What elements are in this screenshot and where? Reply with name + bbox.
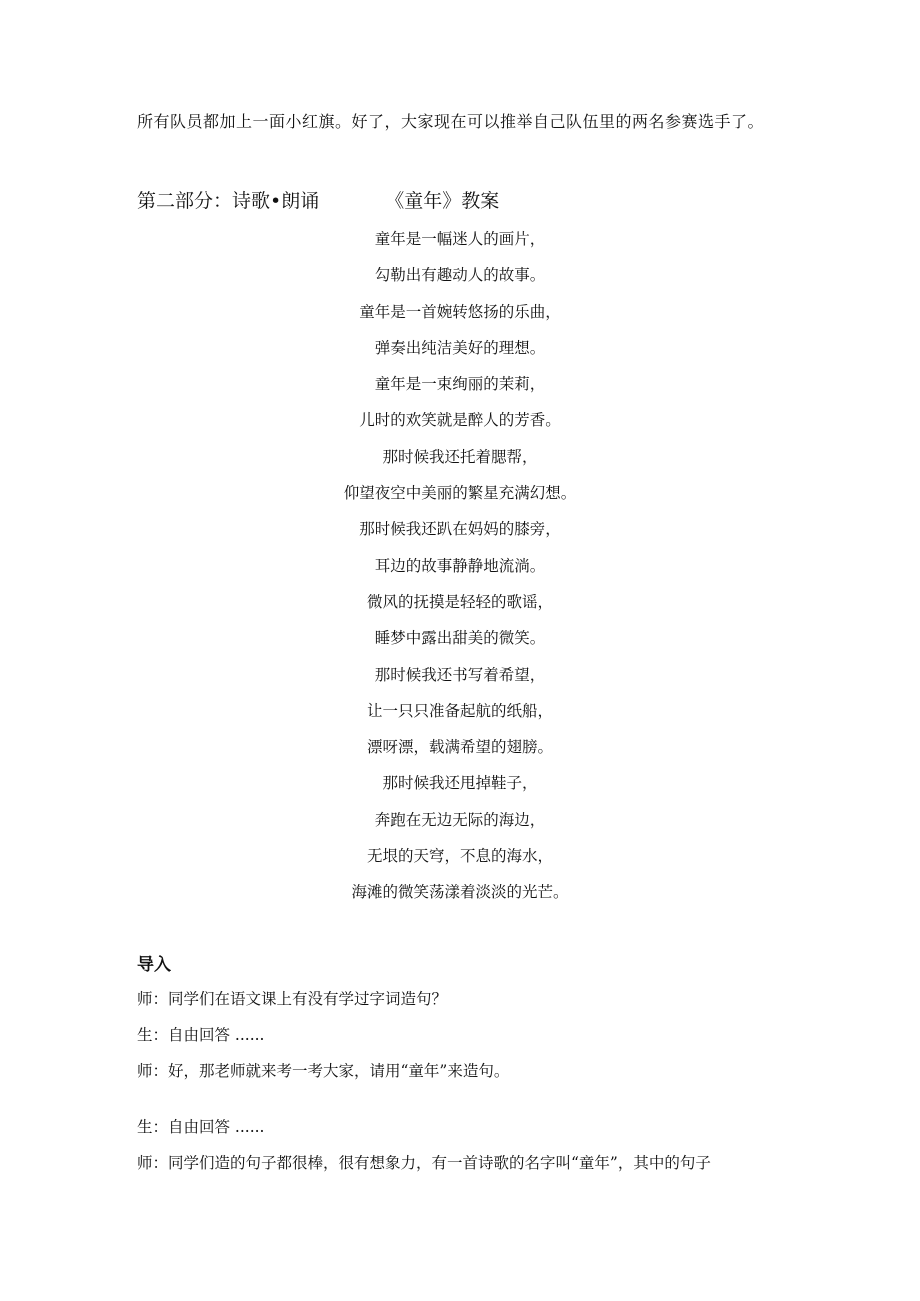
poem-line: 儿时的欢笑就是醉人的芳香。	[359, 411, 561, 430]
poem-line: 无垠的天穹，不息的海水，	[366, 847, 553, 866]
poem-line: 弹奏出纯洁美好的理想。	[374, 338, 546, 357]
section-heading	[137, 186, 499, 213]
dialogue-line: 生：自由回答 ......	[137, 1026, 265, 1044]
dialogue-line: 师：好，那老师就来考一考大家，请用“童年”来造句。	[137, 1062, 510, 1080]
poem-line: 那时候我还甩掉鞋子，	[382, 774, 538, 793]
poem-line: 耳边的故事静静地流淌。	[374, 556, 546, 575]
section-title: 第二部分：诗歌•朗诵	[137, 190, 320, 212]
poem-line: 童年是一首婉转悠扬的乐曲，	[359, 302, 561, 321]
poem	[0, 227, 920, 917]
intro-paragraph: 所有队员都加上一面小红旗。好了，大家现在可以推举自己队伍里的两名参赛选手了。	[137, 112, 765, 131]
poem-line: 漂呀漂，载满希望的翅膀。	[366, 738, 553, 757]
daoru-heading: 导入	[137, 955, 171, 975]
dialogue-line: 师：同学们在语文课上有没有学过字词造句？	[137, 990, 448, 1008]
poem-line: 让一只只准备起航的纸船，	[366, 701, 553, 720]
poem-line: 奔跑在无边无际的海边，	[374, 810, 546, 829]
poem-line: 那时候我还书写着希望，	[374, 665, 546, 684]
dialogue-line: 生：自由回答 ......	[137, 1118, 265, 1136]
poem-line: 微风的抚摸是轻轻的歌谣，	[366, 592, 553, 611]
lesson-title: 《童年》教案	[385, 190, 500, 212]
poem-line: 睡梦中露出甜美的微笑。	[374, 629, 546, 648]
poem-line: 勾勒出有趣动人的故事。	[374, 266, 546, 285]
dialogue-block	[137, 987, 509, 1095]
poem-line: 海滩的微笑荡漾着淡淡的光芒。	[351, 883, 569, 902]
poem-line: 那时候我还趴在妈妈的膝旁，	[359, 520, 561, 539]
poem-line: 童年是一束绚丽的茉莉，	[374, 375, 546, 394]
poem-line: 仰望夜空中美丽的繁星充满幻想。	[343, 484, 577, 503]
dialogue-block	[137, 1115, 711, 1187]
poem-line: 那时候我还托着腮帮，	[382, 447, 538, 466]
dialogue-line: 师：同学们造的句子都很棒，很有想象力，有一首诗歌的名字叫“童年”，其中的句子	[137, 1154, 711, 1172]
poem-line: 童年是一幅迷人的画片，	[374, 230, 546, 248]
